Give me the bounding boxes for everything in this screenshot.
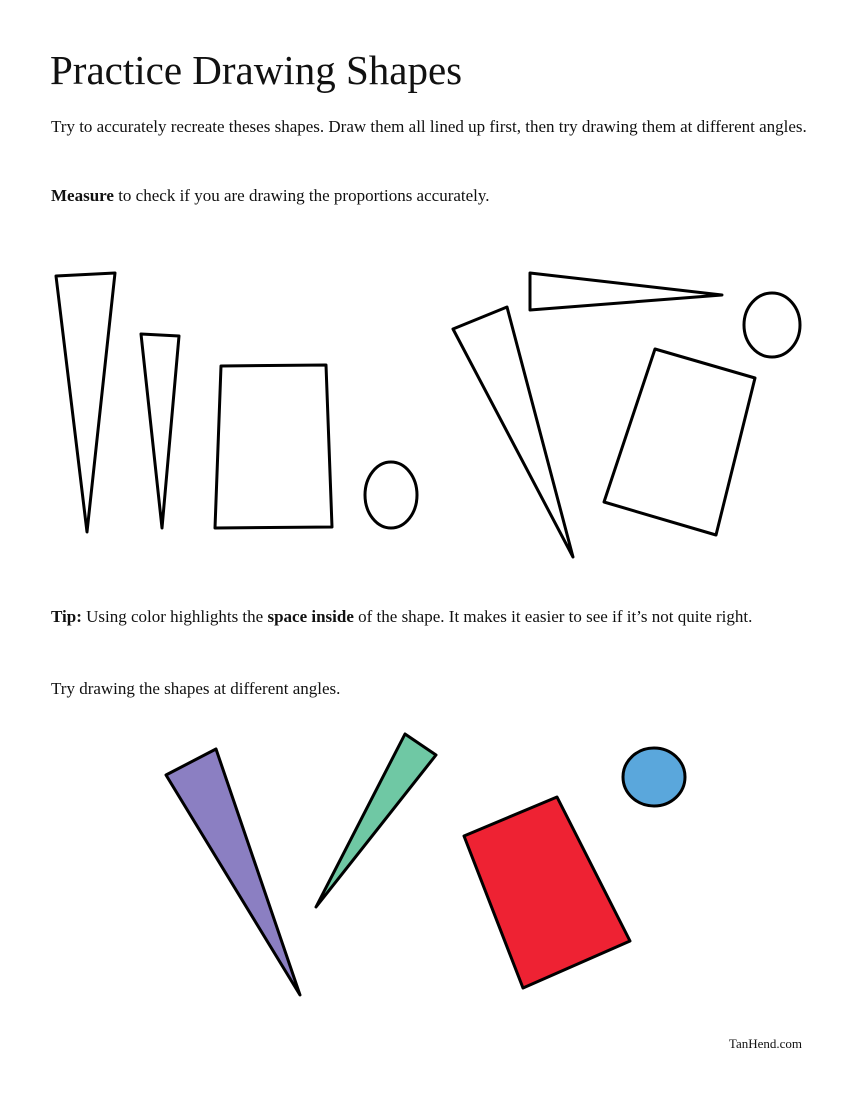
tip-highlight: space inside [267,607,354,626]
rectangle-outline [215,365,332,528]
tip-text-after: of the shape. It makes it easier to see if it’s not quite right. [353,607,753,626]
tip-label: Tip: [51,607,82,626]
footer-credit: TanHend.com [728,1036,802,1051]
oval-colored [623,748,685,806]
instructions-text: Try to accurately recreate theses shapes. Draw them all lined up first, then try drawing them at different angles. [51,117,807,136]
page-title: Practice Drawing Shapes [50,47,463,93]
measure-paragraph [51,184,811,207]
thin-triangle-angled-outline [530,273,722,310]
angles-instruction: Try drawing the shapes at different angles. [51,679,341,698]
thin-triangle-outline [141,334,179,528]
thin-triangle-colored [316,734,436,907]
tall-triangle-colored [166,749,300,995]
angled-shapes [453,273,800,557]
tip-paragraph [51,605,811,628]
oval-angled-outline [744,293,800,357]
tip-text-before: Using color highlights the [81,607,268,626]
oval-outline [365,462,417,528]
lined-up-shapes [56,273,417,532]
rectangle-angled-outline [604,349,755,535]
measure-text: to check if you are drawing the proportions accurately. [113,186,490,205]
tall-triangle-angled-outline [453,307,573,557]
colored-shapes [0,720,850,1010]
tall-triangle-outline [56,273,115,532]
measure-bold: Measure [51,186,114,205]
outlined-shapes [0,255,850,575]
rectangle-colored [464,797,630,988]
